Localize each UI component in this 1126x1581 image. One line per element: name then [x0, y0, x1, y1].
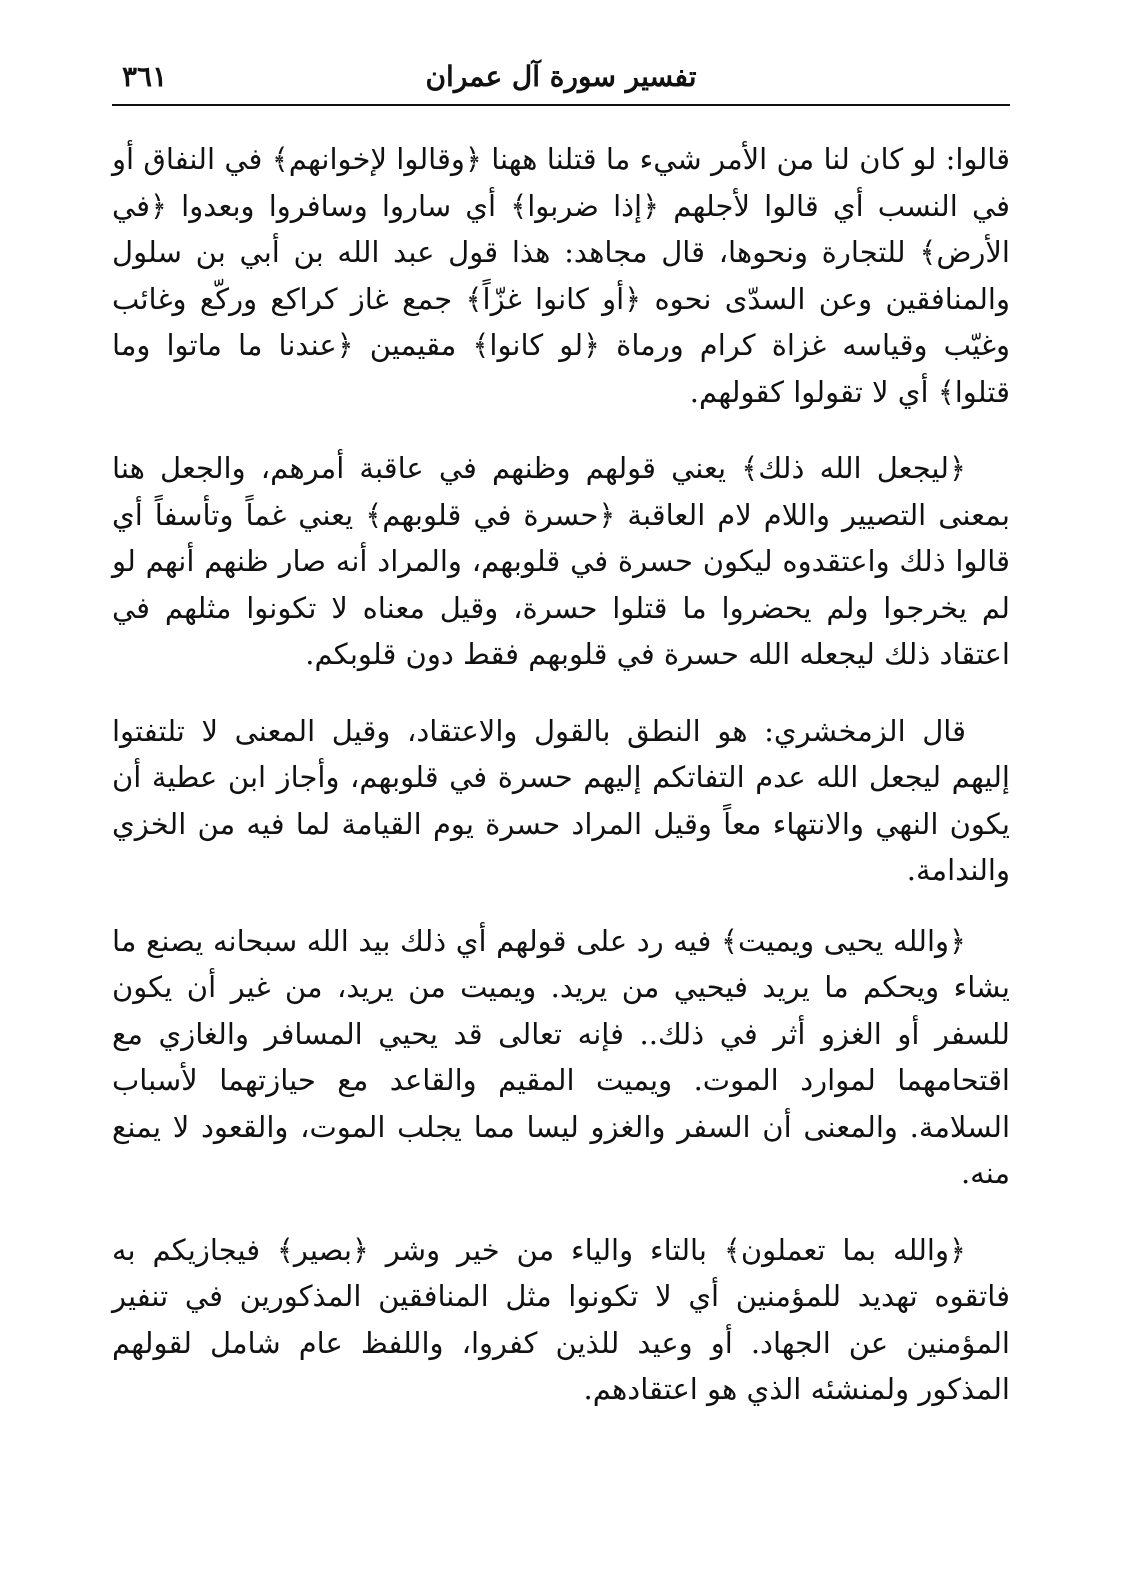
- paragraph-4: ﴿والله يحيى ويميت﴾ فيه رد على قولهم أي ذلك بيد الله سبحانه يصنع ما يشاء ويحكم ما يريد فيحيي من يريد. ويميت من يريد، من غير أن يكون للسفر أو الغزو أثر في ذلك.. فإنه تعالى قد يحيي المسافر والغازي مع اقتحامهما لموارد الموت. ويميت المقيم والقاعد مع حيازتهما لأسباب السلامة. والمعنى أن السفر والغزو ليسا مما يجلب الموت، والقعود لا يمنع منه.: [112, 923, 1010, 1190]
- paragraph-1: قالوا: لو كان لنا من الأمر شيء ما قتلنا ههنا ﴿وقالوا لإخوانهم﴾ في النفاق أو في النسب أي قالوا لأجلهم ﴿إذا ضربوا﴾ أي ساروا وسافروا وبعدوا ﴿في الأرض﴾ للتجارة ونحوها، قال مجاهد: هذا قول عبد الله بن أبي بن سلول والمنافقين وعن السدّى نحوه ﴿أو كانوا غزّاً﴾ جمع غاز كراكع وركّع وغائب وغيّب وقياسه غزاة كرام ورماة ﴿لو كانوا﴾ مقيمين ﴿عندنا ما ماتوا وما قتلوا﴾ أي لا تقولوا كقولهم.: [112, 142, 1010, 409]
- paragraph-5: ﴿والله بما تعملون﴾ بالتاء والياء من خير وشر ﴿بصير﴾ فيجازيكم به فاتقوه تهديد للمؤمنين أي لا تكونوا مثل المنافقين المذكورين في تنفير المؤمنين عن الجهاد. أو وعيد للذين كفروا، واللفظ عام شامل لقولهم المذكور ولمنشئه الذي هو اعتقادهم.: [112, 1232, 1010, 1406]
- header-rule: [112, 104, 1010, 106]
- paragraph-2: ﴿ليجعل الله ذلك﴾ يعني قولهم وظنهم في عاقبة أمرهم، والجعل هنا بمعنى التصيير واللام لام العاقبة ﴿حسرة في قلوبهم﴾ يعني غماً وتأسفاً أي قالوا ذلك واعتقدوه ليكون حسرة في قلوبهم، والمراد أنه صار ظنهم أنهم لو لم يخرجوا ولم يحضروا ما قتلوا حسرة، وقيل معناه لا تكونوا مثلهم في اعتقاد ذلك ليجعله الله حسرة في قلوبهم فقط دون قلوبكم.: [112, 451, 1010, 671]
- running-title: تفسير سورة آل عمران: [425, 60, 697, 93]
- page-number: ٣٦١: [122, 60, 168, 93]
- page-header: [112, 56, 1010, 104]
- body-text: [112, 136, 1010, 1413]
- paragraph-3: قال الزمخشري: هو النطق بالقول والاعتقاد، وقيل المعنى لا تلتفتوا إليهم ليجعل الله عدم التفاتكم إليهم حسرة في قلوبهم، وأجاز ابن عطية أن يكون النهي والانتهاء معاً وقيل المراد حسرة يوم القيامة لما فيه من الخزي والندامة.: [112, 713, 1010, 887]
